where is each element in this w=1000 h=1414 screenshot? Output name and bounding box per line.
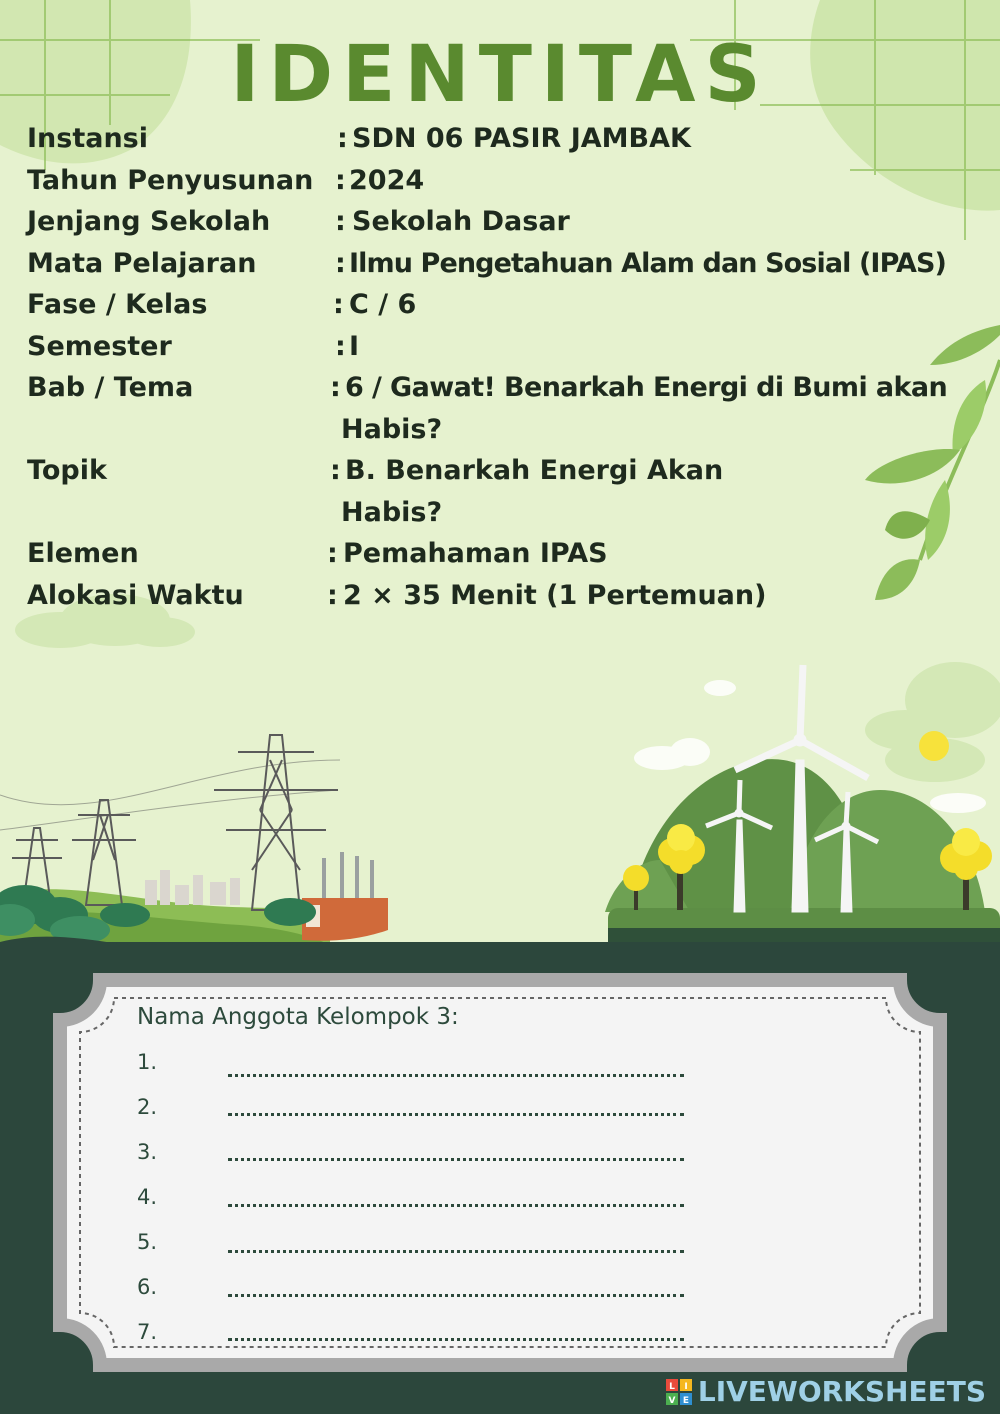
member-name-line[interactable] xyxy=(228,1113,684,1116)
identity-value: C / 6 xyxy=(349,289,417,320)
identity-value: 2024 xyxy=(349,164,425,196)
identity-separator: : xyxy=(337,123,348,154)
member-number: 2. xyxy=(137,1095,158,1119)
member-name-line[interactable] xyxy=(228,1250,684,1253)
identity-separator: : xyxy=(327,538,338,569)
identity-label: Fase / Kelas xyxy=(27,289,208,320)
identity-label: Elemen xyxy=(27,538,139,569)
watermark-text: LIVEWORKSHEETS xyxy=(697,1375,986,1408)
identity-value: Pemahaman IPAS xyxy=(343,538,608,569)
member-name-line[interactable] xyxy=(228,1294,684,1297)
identity-separator: : xyxy=(330,455,341,486)
identity-value: I xyxy=(349,330,360,362)
identity-value: Ilmu Pengetahuan Alam dan Sosial (IPAS) xyxy=(349,247,946,279)
identity-label: Alokasi Waktu xyxy=(27,579,244,611)
identity-label: Instansi xyxy=(27,123,149,154)
identity-value-continued: Habis? xyxy=(341,413,443,445)
member-number: 1. xyxy=(137,1050,158,1074)
identity-value: B. Benarkah Energi Akan xyxy=(345,455,724,486)
identity-label: Topik xyxy=(27,455,107,486)
member-name-line[interactable] xyxy=(228,1204,684,1207)
identity-label: Mata Pelajaran xyxy=(27,247,257,279)
liveworksheets-watermark[interactable] xyxy=(666,1375,986,1408)
identity-value: Sekolah Dasar xyxy=(352,206,570,237)
logo-letter: E xyxy=(682,1395,689,1405)
logo-letter: V xyxy=(668,1395,676,1405)
identity-separator: : xyxy=(333,289,344,320)
liveworksheets-logo-icon xyxy=(666,1379,692,1405)
member-number: 7. xyxy=(137,1320,158,1344)
identity-separator: : xyxy=(327,579,338,611)
member-number: 6. xyxy=(137,1275,158,1299)
identity-value: SDN 06 PASIR JAMBAK xyxy=(352,123,691,154)
identity-value: 2 × 35 Menit (1 Pertemuan) xyxy=(343,579,767,611)
identity-label: Semester xyxy=(27,330,172,362)
identity-label: Jenjang Sekolah xyxy=(27,206,271,237)
identity-separator: : xyxy=(335,247,346,279)
card-title: Nama Anggota Kelompok 3: xyxy=(137,1004,459,1030)
identity-separator: : xyxy=(335,164,346,196)
member-number: 4. xyxy=(137,1185,158,1209)
member-name-line[interactable] xyxy=(228,1158,684,1161)
member-name-line[interactable] xyxy=(228,1338,684,1341)
identity-value-continued: Habis? xyxy=(341,496,443,528)
member-number: 3. xyxy=(137,1140,158,1164)
identity-separator: : xyxy=(335,330,346,362)
identity-separator: : xyxy=(335,206,346,237)
page-title: IDENTITAS xyxy=(230,30,770,120)
identity-label: Tahun Penyusunan xyxy=(27,164,314,196)
logo-letter: I xyxy=(684,1381,688,1392)
identity-label: Bab / Tema xyxy=(27,372,194,403)
identity-separator: : xyxy=(330,372,341,403)
logo-letter: L xyxy=(669,1381,675,1392)
identity-value: 6 / Gawat! Benarkah Energi di Bumi akan xyxy=(345,372,948,403)
member-name-line[interactable] xyxy=(228,1074,684,1077)
member-number: 5. xyxy=(137,1230,158,1254)
